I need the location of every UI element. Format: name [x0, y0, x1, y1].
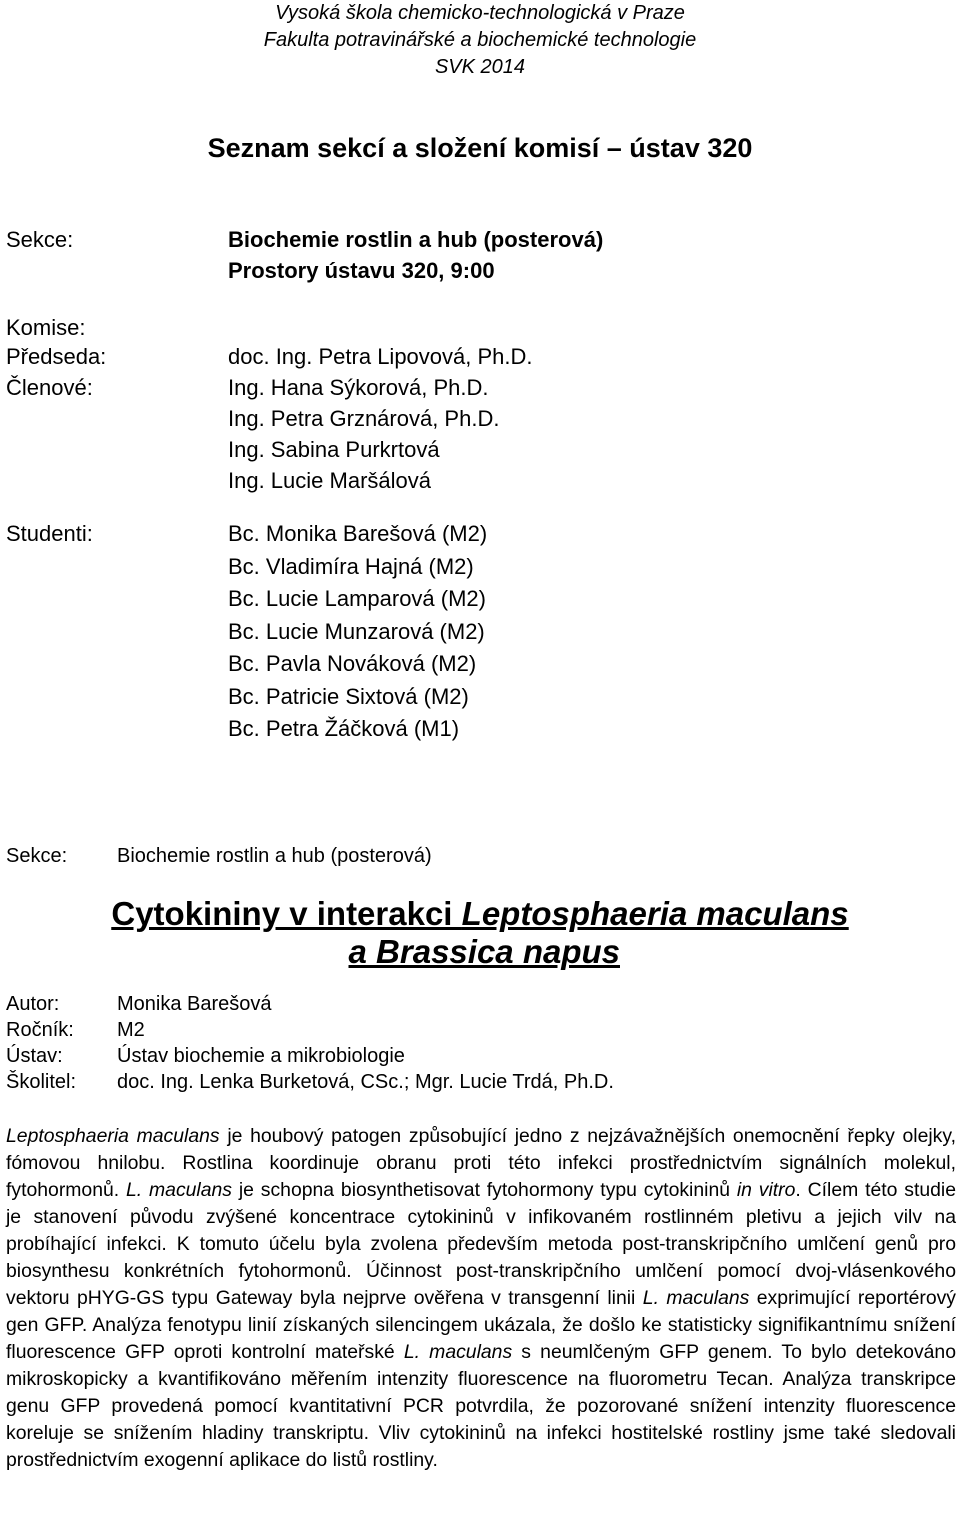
list-item: Ing. Sabina Purkrtová — [228, 437, 440, 462]
header-faculty: Fakulta potravinářské a biochemické technologie — [263, 29, 697, 51]
autor-value: Monika Barešová — [117, 993, 272, 1015]
title-italic: Leptosphaeria maculans — [461, 895, 849, 932]
studenti-label: Studenti: — [6, 521, 93, 546]
studenti-list — [228, 518, 487, 746]
list-item: Bc. Lucie Lamparová (M2) — [228, 586, 486, 611]
predseda-label: Předseda: — [6, 344, 107, 369]
sekce-value: Biochemie rostlin a hub (posterová) — [228, 227, 604, 252]
institution-header — [0, 0, 960, 81]
sekce-label: Sekce: — [6, 845, 68, 867]
header-event: SVK 2014 — [434, 56, 526, 78]
list-item: Bc. Pavla Nováková (M2) — [228, 651, 477, 676]
list-item: Bc. Lucie Munzarová (M2) — [228, 618, 485, 644]
komise-label: Komise: — [6, 315, 86, 340]
list-item: Ing. Hana Sýkorová, Ph.D. — [228, 375, 489, 400]
abstract-segment: je schopna biosynthetisovat fytohormony typu cytokininů — [232, 1179, 737, 1201]
abstract-italic: Leptosphaeria maculans — [6, 1125, 220, 1147]
autor-label: Autor: — [6, 993, 60, 1015]
abstract-segment: exprimující reportérový gen GFP. Analýza fenotypu linií získaných silencingem ukázala, že došlo ke statisticky signifikantnímu snížení fluorescence GFP oproti kontrolní mateřské — [6, 1287, 957, 1363]
sekce-label: Sekce: — [6, 227, 74, 252]
skolitel-label: Školitel: — [6, 1071, 77, 1093]
rocnik-value: M2 — [117, 1019, 145, 1041]
abstract-italic: L. maculans — [126, 1179, 233, 1201]
list-item: Bc. Petra Žáčková (M1) — [228, 716, 460, 741]
skolitel-value: doc. Ing. Lenka Burketová, CSc.; Mgr. Lucie Trdá, Ph.D. — [117, 1071, 614, 1093]
clenove-label: Členové: — [6, 375, 93, 400]
abstract-segment: . Cílem této studie je stanovení původu zvýšené koncentrace cytokininů v infikovaném rostlinném pletivu a jejich vilv na probíhající infekci. K tomuto účelu byla zvolena především metoda post-transkripčního umlčení genů pro biosynthesu konkrétních fytohormonů. Účinnost post-transkripčního umlčení pomocí dvoj-vlásenkového vektoru pHYG-GS typu Gateway byla nejprve ověřena v transgenní linii — [6, 1179, 957, 1309]
title-part1: Cytokininy v interakci — [111, 895, 462, 932]
abstract-segment: s neumlčeným GFP genem. To bylo detekováno mikroskopicky a kvantifikováno měřením intenzity fluorescence na fluorometru Tecan. Analýza transkripce genu GFP provedená pomocí kvantitativní PCR potvrdila, že pozorované snížení intenzity fluorescence koreluje se snížením hladiny transkriptu. Vliv cytokininů na infekci hostitelské rostliny jsme také sledovali prostřednictvím exogenní aplikace do listů rostliny. — [6, 1341, 956, 1471]
list-item: Bc. Monika Barešová (M2) — [228, 521, 488, 546]
poster-metadata — [0, 991, 960, 1095]
abstract-italic: L. maculans — [642, 1287, 750, 1309]
abstract-italic: in vitro — [736, 1179, 796, 1201]
abstract-segment: je houbový patogen způsobující jedno z nejzávažnějších onemocnění řepky olejky, fómovou hnilobu. Rostlina koordinuje obranu proti této infekci prostřednictvím signálních molekul, fytohormonů. — [6, 1125, 957, 1201]
section-location: Prostory ústavu 320, 9:00 — [228, 258, 495, 283]
list-item: Bc. Vladimíra Hajná (M2) — [228, 553, 474, 579]
clenove-list — [228, 372, 499, 496]
header-university: Vysoká škola chemicko-technologická v Praze — [275, 2, 685, 24]
sekce-value: Biochemie rostlin a hub (posterová) — [117, 845, 432, 867]
poster-title — [100, 895, 860, 971]
title-line2: a Brassica napus — [348, 933, 620, 970]
abstract-text — [6, 1123, 956, 1474]
rocnik-label: Ročník: — [6, 1019, 74, 1041]
abstract-italic: L. maculans — [403, 1341, 513, 1363]
list-item: Bc. Patricie Sixtová (M2) — [228, 683, 469, 709]
list-item: Ing. Lucie Maršálová — [228, 468, 431, 493]
page-title: Seznam sekcí a složení komisí – ústav 320 — [207, 133, 753, 163]
list-item: Ing. Petra Grznárová, Ph.D. — [228, 406, 500, 431]
predseda-value: doc. Ing. Petra Lipovová, Ph.D. — [228, 344, 533, 369]
ustav-label: Ústav: — [6, 1045, 63, 1067]
ustav-value: Ústav biochemie a mikrobiologie — [117, 1045, 405, 1067]
